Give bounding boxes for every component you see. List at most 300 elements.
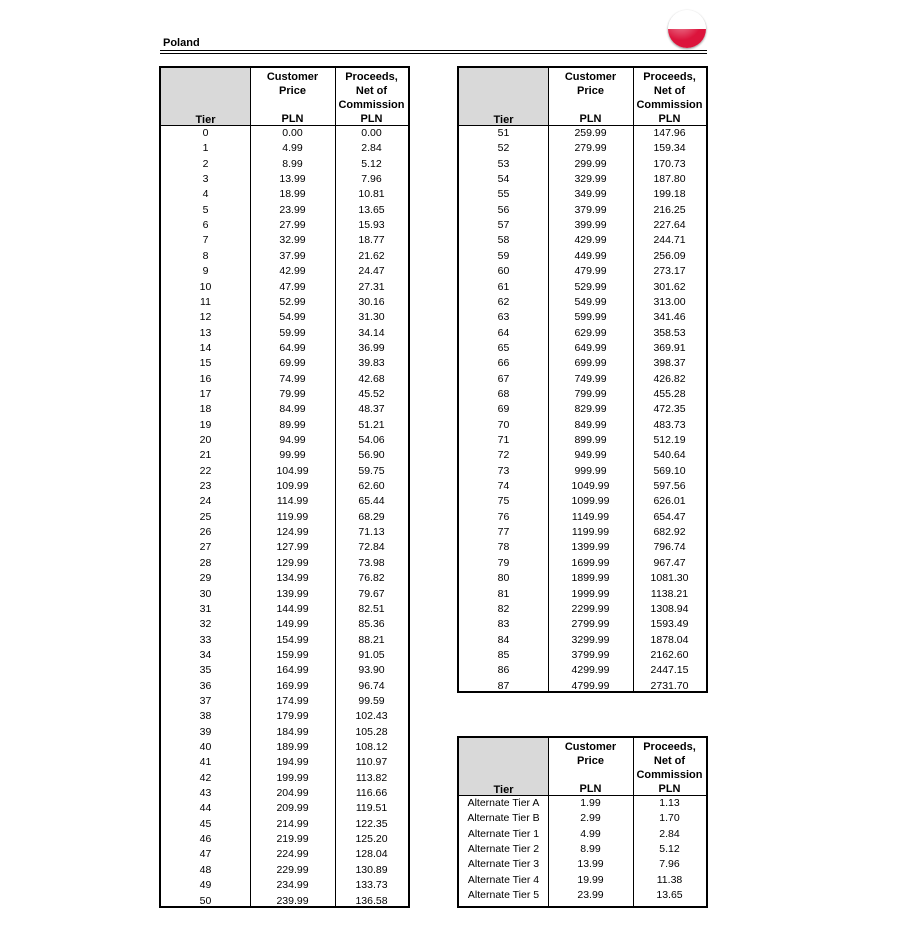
tier-cell: 13 (199, 326, 212, 339)
customer-price-cell: 1999.99 (571, 587, 610, 600)
proceeds-cell: 116.66 (355, 787, 388, 800)
customer-price-header: Customer Price (564, 71, 617, 97)
table-row (161, 709, 408, 724)
proceeds-cell: 967.47 (653, 556, 686, 569)
table-row (459, 280, 706, 295)
customer-price-cell: 204.99 (276, 787, 309, 800)
customer-price-cell: 127.99 (276, 541, 309, 554)
customer-price-cell: 899.99 (574, 434, 607, 446)
tier-cell: 14 (199, 341, 212, 354)
customer-price-cell: 149.99 (276, 618, 309, 631)
title-underline (160, 50, 707, 51)
customer-price-cell: 1149.99 (571, 510, 610, 523)
table-row (459, 479, 706, 494)
tier-cell: 16 (199, 372, 212, 385)
customer-price-cell: 47.99 (279, 280, 306, 293)
table-row (459, 341, 706, 356)
tier-cell: 70 (497, 418, 510, 431)
customer-price-header: Customer Price (564, 741, 617, 767)
table-row (459, 418, 706, 433)
tier-cell: 63 (497, 311, 510, 324)
customer-price-cell: 189.99 (276, 741, 309, 753)
table-row (459, 556, 706, 571)
proceeds-cell: 30.16 (358, 295, 385, 308)
tier-cell: 17 (199, 387, 212, 400)
tier-cell: 35 (199, 664, 212, 677)
proceeds-cell: 256.09 (653, 249, 686, 262)
customer-price-cell: 18.99 (279, 188, 306, 201)
tier-cell: 11 (200, 295, 211, 308)
proceeds-cell: 1.13 (659, 797, 680, 809)
proceeds-cell: 42.68 (358, 372, 385, 385)
table-row (459, 433, 706, 448)
table-row (459, 617, 706, 632)
tier-cell: 42 (199, 771, 212, 784)
table-row (459, 310, 706, 325)
table-row (161, 326, 408, 341)
tier-cell: 27 (199, 541, 212, 554)
tier-cell: 23 (199, 480, 212, 493)
table-row (161, 740, 408, 755)
price-currency-label: PLN (579, 113, 602, 125)
proceeds-cell: 398.37 (653, 357, 686, 370)
proceeds-cell: 110.97 (355, 756, 388, 769)
table-row (161, 448, 408, 463)
customer-price-cell: 599.99 (574, 311, 607, 324)
customer-price-cell: 629.99 (574, 326, 607, 339)
table-row (161, 203, 408, 218)
table-row (459, 448, 706, 463)
table-row (459, 842, 706, 857)
tier-cell: 56 (497, 203, 510, 216)
table-row (459, 811, 706, 826)
customer-price-cell: 42.99 (279, 265, 306, 278)
table-row (459, 540, 706, 555)
customer-price-cell: 99.99 (279, 449, 306, 462)
table-row (459, 387, 706, 402)
table-row (161, 894, 408, 909)
customer-price-cell: 529.99 (574, 280, 607, 293)
proceeds-cell: 99.59 (358, 694, 385, 707)
tier-cell: 49 (199, 879, 212, 892)
customer-price-cell: 4.99 (282, 142, 303, 155)
proceeds-header: Proceeds, Net of Commission (636, 741, 703, 781)
table-row (161, 157, 408, 172)
proceeds-cell: 301.62 (653, 280, 686, 293)
tier-cell: 37 (199, 694, 212, 707)
proceeds-cell: 48.37 (358, 403, 385, 416)
tier-cell: 0 (202, 127, 209, 139)
proceeds-cell: 313.00 (653, 295, 686, 308)
tier-cell: 38 (199, 710, 212, 723)
tier-cell: 64 (497, 326, 510, 339)
tier-cell: 25 (199, 510, 212, 523)
customer-price-cell: 999.99 (574, 464, 607, 477)
customer-price-cell: 124.99 (276, 526, 309, 539)
table-row (161, 863, 408, 878)
tier-cell: 51 (497, 127, 510, 139)
customer-price-cell: 119.99 (276, 510, 309, 523)
tier-cell: 48 (199, 863, 212, 876)
table-row (459, 796, 706, 811)
tier-cell: 8 (202, 249, 209, 262)
proceeds-cell: 136.58 (355, 894, 388, 907)
customer-price-cell: 1099.99 (571, 495, 610, 508)
proceeds-cell: 133.73 (355, 879, 388, 892)
tier-cell: Alternate Tier A (467, 797, 540, 809)
table-row (161, 817, 408, 832)
table-row (161, 556, 408, 571)
customer-price-cell: 699.99 (574, 357, 607, 370)
tier-cell: 61 (497, 280, 510, 293)
proceeds-header: Proceeds, Net of Commission (636, 71, 703, 111)
customer-price-cell: 23.99 (577, 889, 604, 902)
tier-cell: 54 (497, 173, 510, 186)
table-row (459, 587, 706, 602)
proceeds-cell: 512.19 (653, 434, 686, 446)
table-row (161, 310, 408, 325)
customer-price-cell: 1199.99 (571, 526, 610, 539)
tier-cell: 3 (202, 173, 209, 186)
tier-header: Tier (493, 784, 514, 796)
table-row (161, 755, 408, 770)
tier-cell: 15 (199, 357, 212, 370)
proceeds-cell: 113.82 (355, 771, 388, 784)
table-row (161, 141, 408, 156)
customer-price-cell: 139.99 (276, 587, 309, 600)
customer-price-cell: 174.99 (276, 694, 309, 707)
tier-cell: 45 (199, 817, 212, 830)
tier-cell: 9 (202, 265, 209, 278)
tier-cell: 40 (199, 741, 212, 753)
customer-price-cell: 799.99 (574, 387, 607, 400)
poland-flag-icon (668, 10, 706, 48)
tier-cell: 26 (199, 526, 212, 539)
customer-price-cell: 379.99 (574, 203, 607, 216)
proceeds-cell: 31.30 (358, 311, 385, 324)
customer-price-cell: 749.99 (574, 372, 607, 385)
table-row (459, 857, 706, 872)
table-row (161, 540, 408, 555)
customer-price-cell: 299.99 (574, 157, 607, 170)
proceeds-cell: 1081.30 (650, 572, 689, 585)
customer-price-cell: 114.99 (276, 495, 309, 508)
proceeds-cell: 187.80 (653, 173, 686, 186)
tier-cell: 21 (199, 449, 212, 462)
proceeds-cell: 21.62 (358, 249, 385, 262)
tier-cell: 6 (202, 219, 209, 232)
tier-cell: 53 (497, 157, 510, 170)
proceeds-cell: 159.34 (653, 142, 686, 155)
tier-cell: 76 (497, 510, 510, 523)
tier-cell: 12 (199, 311, 212, 324)
customer-price-cell: 4299.99 (571, 664, 610, 677)
table-row (161, 725, 408, 740)
table-row (161, 433, 408, 448)
tier-cell: 28 (199, 556, 212, 569)
tier-cell: 59 (497, 249, 510, 262)
customer-price-cell: 184.99 (276, 725, 309, 738)
table-row (459, 187, 706, 202)
customer-price-cell: 13.99 (577, 858, 604, 871)
customer-price-cell: 159.99 (276, 648, 309, 661)
proceeds-cell: 96.74 (358, 679, 385, 692)
proceeds-cell: 59.75 (358, 464, 385, 477)
tier-cell: 55 (497, 188, 510, 201)
customer-price-header: Customer Price (266, 71, 319, 97)
table-row (161, 648, 408, 663)
proceeds-currency-label: PLN (658, 783, 681, 795)
alternate-tier-table (457, 736, 708, 908)
proceeds-cell: 1308.94 (650, 602, 689, 615)
table-row (459, 873, 706, 888)
customer-price-cell: 2799.99 (571, 618, 610, 631)
tier-cell: Alternate Tier 4 (467, 873, 540, 886)
customer-price-cell: 3799.99 (571, 648, 610, 661)
customer-price-cell: 1399.99 (571, 541, 610, 554)
customer-price-cell: 209.99 (276, 802, 309, 815)
proceeds-cell: 102.43 (355, 710, 388, 723)
proceeds-cell: 626.01 (653, 495, 686, 508)
proceeds-cell: 1138.21 (650, 587, 689, 600)
proceeds-cell: 358.53 (653, 326, 686, 339)
customer-price-cell: 279.99 (574, 142, 607, 155)
customer-price-cell: 199.99 (276, 771, 309, 784)
table-row (161, 172, 408, 187)
customer-price-cell: 59.99 (279, 326, 306, 339)
price-tier-table-51-87 (457, 66, 708, 693)
table-row (459, 510, 706, 525)
proceeds-cell: 93.90 (358, 664, 385, 677)
page-title: Poland (163, 37, 200, 49)
table-row (161, 464, 408, 479)
table-row (459, 295, 706, 310)
customer-price-cell: 74.99 (279, 372, 306, 385)
proceeds-cell: 36.99 (358, 341, 385, 354)
table-row (161, 249, 408, 264)
customer-price-cell: 3299.99 (571, 633, 610, 646)
tier-cell: 30 (199, 587, 212, 600)
proceeds-cell: 7.96 (659, 858, 680, 871)
tier-cell: 75 (497, 495, 510, 508)
table-row (459, 402, 706, 417)
customer-price-cell: 79.99 (279, 387, 306, 400)
table-row (161, 372, 408, 387)
table-row (161, 847, 408, 862)
customer-price-cell: 194.99 (276, 756, 309, 769)
proceeds-cell: 82.51 (358, 602, 385, 615)
table-row (459, 525, 706, 540)
table-row (161, 402, 408, 417)
table-row (459, 172, 706, 187)
tier-cell: 7 (202, 234, 209, 247)
tier-cell: 58 (497, 234, 510, 247)
table-row (161, 663, 408, 678)
tier-cell: 43 (199, 787, 212, 800)
customer-price-cell: 219.99 (276, 833, 309, 846)
customer-price-cell: 27.99 (279, 219, 306, 232)
proceeds-cell: 72.84 (358, 541, 385, 554)
customer-price-cell: 1899.99 (571, 572, 610, 585)
customer-price-cell: 37.99 (279, 249, 306, 262)
customer-price-cell: 449.99 (574, 249, 607, 262)
proceeds-cell: 54.06 (358, 434, 385, 446)
proceeds-cell: 10.81 (358, 188, 385, 201)
tier-cell: 68 (497, 387, 510, 400)
customer-price-cell: 179.99 (276, 710, 309, 723)
table-row (161, 587, 408, 602)
tier-cell: 78 (497, 541, 510, 554)
tier-cell: Alternate Tier 1 (467, 827, 540, 840)
table-row (161, 126, 408, 141)
customer-price-cell: 4799.99 (571, 679, 610, 692)
proceeds-cell: 34.14 (358, 326, 385, 339)
table-row (161, 233, 408, 248)
tier-cell: 34 (199, 648, 212, 661)
tier-cell: 74 (497, 480, 510, 493)
table-row (161, 356, 408, 371)
proceeds-cell: 88.21 (358, 633, 385, 646)
proceeds-cell: 796.74 (653, 541, 686, 554)
table-row (459, 264, 706, 279)
tier-cell: 62 (497, 295, 510, 308)
customer-price-cell: 154.99 (276, 633, 309, 646)
proceeds-cell: 108.12 (355, 741, 388, 753)
proceeds-cell: 2.84 (659, 827, 680, 840)
table-row (459, 888, 706, 903)
tier-cell: 73 (497, 464, 510, 477)
proceeds-cell: 105.28 (355, 725, 388, 738)
proceeds-currency-label: PLN (360, 113, 383, 125)
proceeds-cell: 11.38 (656, 873, 683, 886)
tier-cell: 18 (199, 403, 212, 416)
proceeds-cell: 2162.60 (650, 648, 689, 661)
proceeds-header: Proceeds, Net of Commission (338, 71, 405, 111)
proceeds-cell: 62.60 (358, 480, 385, 493)
customer-price-cell: 1.99 (580, 797, 601, 809)
customer-price-cell: 549.99 (574, 295, 607, 308)
customer-price-cell: 1699.99 (571, 556, 610, 569)
proceeds-cell: 73.98 (358, 556, 385, 569)
table-row (161, 510, 408, 525)
proceeds-cell: 5.12 (659, 843, 680, 856)
tier-cell: 20 (199, 434, 212, 446)
table-row (459, 126, 706, 141)
tier-cell: 86 (497, 664, 510, 677)
tier-cell: 65 (497, 341, 510, 354)
proceeds-cell: 1878.04 (650, 633, 689, 646)
tier-cell: 52 (497, 142, 510, 155)
proceeds-cell: 68.29 (358, 510, 385, 523)
proceeds-cell: 85.36 (358, 618, 385, 631)
proceeds-cell: 2447.15 (650, 664, 689, 677)
proceeds-cell: 65.44 (358, 495, 385, 508)
customer-price-cell: 2299.99 (571, 602, 610, 615)
proceeds-cell: 147.96 (653, 127, 686, 139)
customer-price-cell: 229.99 (276, 863, 309, 876)
tier-cell: 31 (199, 602, 212, 615)
proceeds-cell: 273.17 (653, 265, 686, 278)
customer-price-cell: 23.99 (279, 203, 306, 216)
table-row (161, 187, 408, 202)
customer-price-cell: 8.99 (282, 157, 303, 170)
table-row (459, 663, 706, 678)
tier-header: Tier (195, 114, 216, 126)
table-row (161, 801, 408, 816)
proceeds-cell: 79.67 (358, 587, 385, 600)
customer-price-cell: 329.99 (574, 173, 607, 186)
table-row (161, 479, 408, 494)
proceeds-cell: 13.65 (656, 889, 683, 902)
table-row (459, 494, 706, 509)
proceeds-cell: 2731.70 (650, 679, 689, 692)
proceeds-cell: 76.82 (358, 572, 385, 585)
proceeds-cell: 369.91 (653, 341, 686, 354)
customer-price-cell: 89.99 (279, 418, 306, 431)
tier-cell: 79 (497, 556, 510, 569)
proceeds-cell: 130.89 (355, 863, 388, 876)
customer-price-cell: 2.99 (580, 812, 601, 825)
customer-price-cell: 239.99 (276, 894, 309, 907)
tier-cell: Alternate Tier 2 (467, 843, 540, 856)
tier-cell: 84 (497, 633, 510, 646)
customer-price-cell: 399.99 (574, 219, 607, 232)
customer-price-cell: 19.99 (577, 873, 604, 886)
table-row (459, 827, 706, 842)
table-row (459, 203, 706, 218)
customer-price-cell: 144.99 (276, 602, 309, 615)
proceeds-cell: 1.70 (659, 812, 680, 825)
table-row (161, 387, 408, 402)
table-row (161, 832, 408, 847)
proceeds-cell: 128.04 (355, 848, 388, 861)
table-row (459, 648, 706, 663)
table-row (459, 326, 706, 341)
proceeds-cell: 569.10 (653, 464, 686, 477)
proceeds-cell: 2.84 (361, 142, 382, 155)
customer-price-cell: 829.99 (574, 403, 607, 416)
tier-cell: 2 (202, 157, 209, 170)
table-row (161, 694, 408, 709)
tier-cell: 66 (497, 357, 510, 370)
customer-price-cell: 169.99 (276, 679, 309, 692)
proceeds-cell: 244.71 (653, 234, 686, 247)
tier-cell: 29 (199, 572, 212, 585)
table-row (161, 679, 408, 694)
table-row (459, 602, 706, 617)
table-row (459, 372, 706, 387)
customer-price-cell: 129.99 (276, 556, 309, 569)
customer-price-cell: 164.99 (276, 664, 309, 677)
proceeds-cell: 91.05 (358, 648, 385, 661)
proceeds-cell: 7.96 (361, 173, 382, 186)
proceeds-cell: 0.00 (361, 127, 382, 139)
tier-cell: 5 (202, 203, 209, 216)
table-row (459, 218, 706, 233)
customer-price-cell: 54.99 (279, 311, 306, 324)
tier-cell: 46 (199, 833, 212, 846)
tier-cell: 1 (202, 142, 209, 155)
table-row (459, 633, 706, 648)
proceeds-cell: 472.35 (653, 403, 686, 416)
proceeds-cell: 122.35 (355, 817, 388, 830)
tier-cell: 72 (497, 449, 510, 462)
table-row (459, 141, 706, 156)
table-row (161, 418, 408, 433)
price-tier-table-0-50 (159, 66, 410, 908)
customer-price-cell: 429.99 (574, 234, 607, 247)
table-row (161, 494, 408, 509)
